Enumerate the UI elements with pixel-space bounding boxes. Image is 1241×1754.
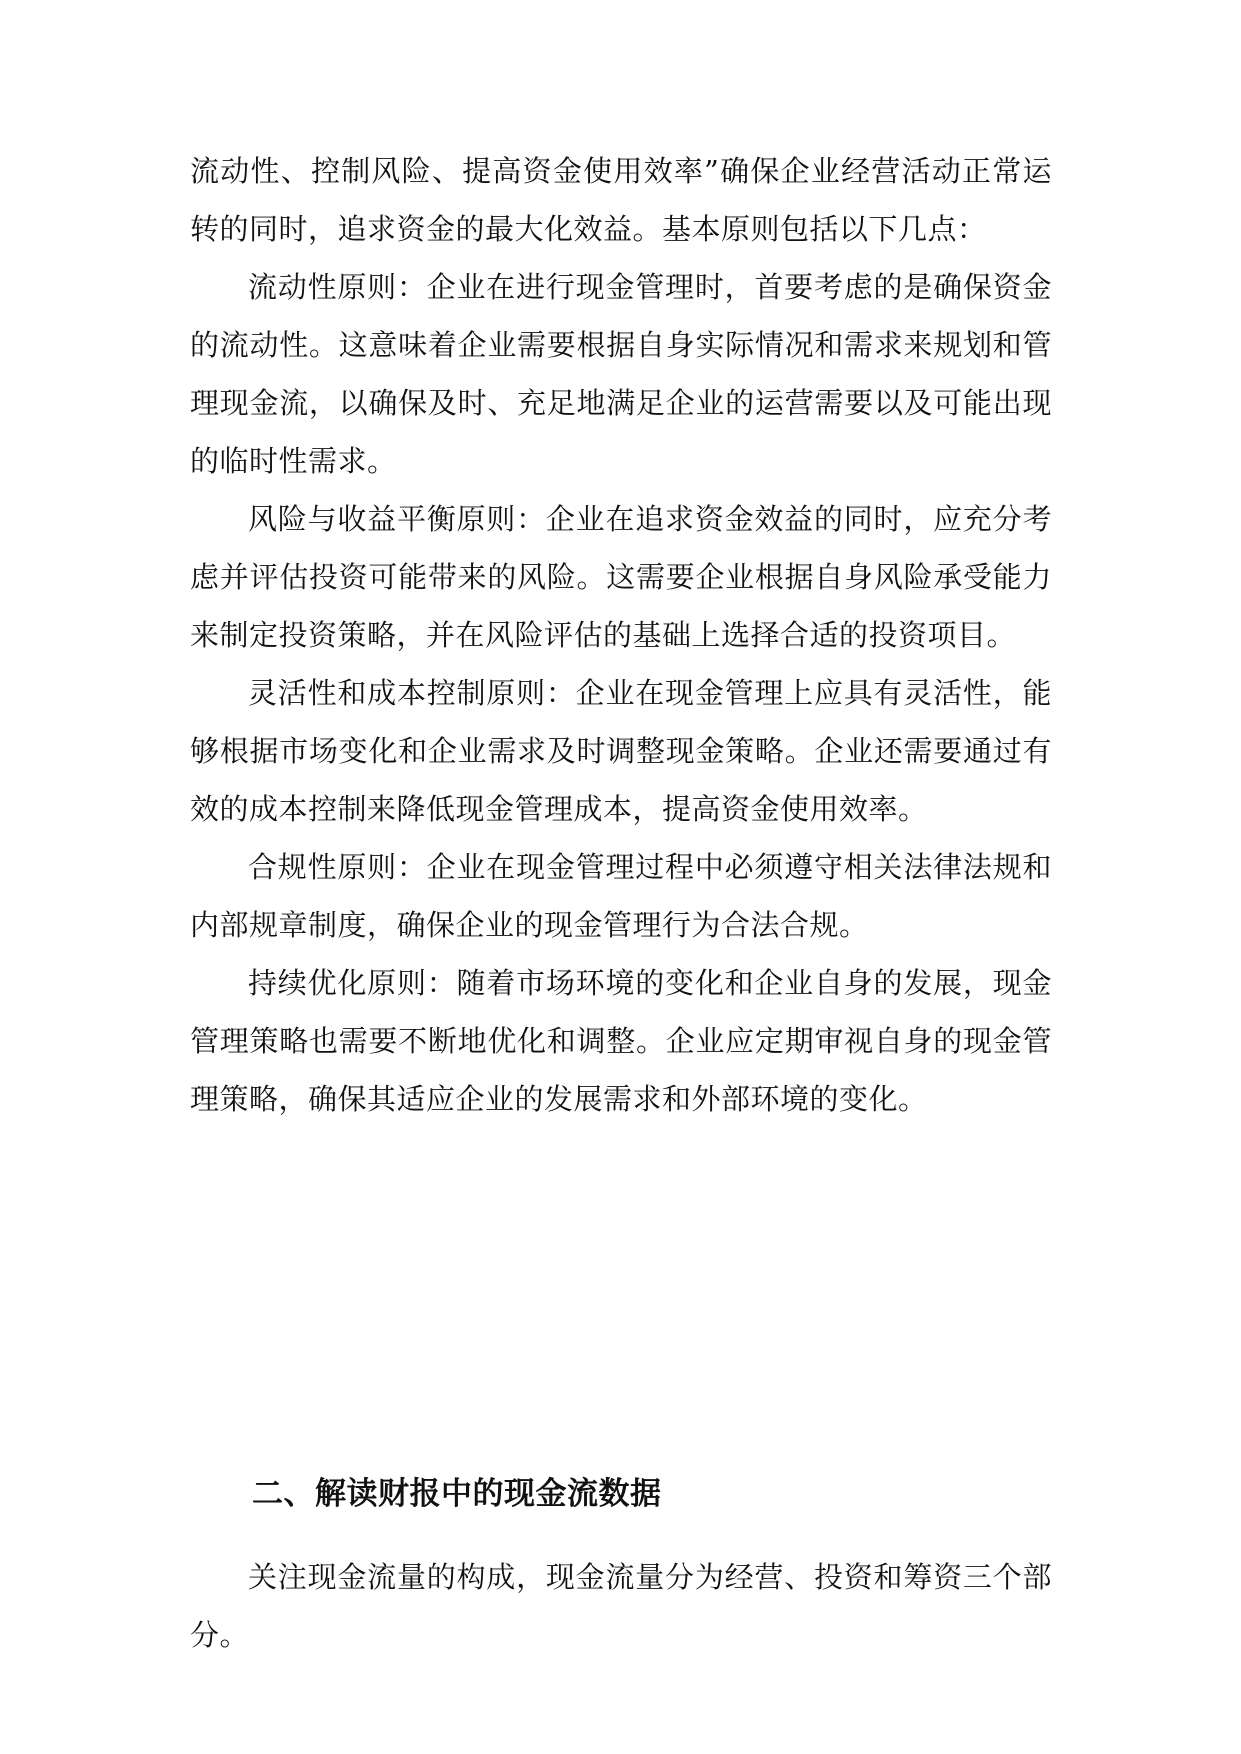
paragraph-cashflow-composition: 关注现金流量的构成，现金流量分为经营、投资和筹资三个部分。	[190, 1560, 1052, 1652]
section-body	[190, 1548, 1052, 1664]
paragraph-intro: 流动性、控制风险、提高资金使用效率”确保企业经营活动正常运转的同时，追求资金的最大化效益。基本原则包括以下几点：	[190, 154, 1052, 246]
paragraph-flexibility-cost-principle: 灵活性和成本控制原则：企业在现金管理上应具有灵活性，能够根据市场变化和企业需求及时调整现金策略。企业还需要通过有效的成本控制来降低现金管理成本，提高资金使用效率。	[190, 676, 1052, 826]
paragraph-liquidity-principle: 流动性原则：企业在进行现金管理时，首要考虑的是确保资金的流动性。这意味着企业需要根据自身实际情况和需求来规划和管理现金流，以确保及时、充足地满足企业的运营需要以及可能出现的临时性需求。	[190, 270, 1052, 478]
section-heading: 二、解读财报中的现金流数据	[252, 1476, 662, 1512]
paragraph-optimization-principle: 持续优化原则：随着市场环境的变化和企业自身的发展，现金管理策略也需要不断地优化和调整。企业应定期审视自身的现金管理策略，确保其适应企业的发展需求和外部环境的变化。	[190, 966, 1052, 1116]
body-text	[190, 142, 1052, 1128]
paragraph-compliance-principle: 合规性原则：企业在现金管理过程中必须遵守相关法律法规和内部规章制度，确保企业的现金管理行为合法合规。	[190, 850, 1052, 942]
paragraph-risk-return-principle: 风险与收益平衡原则：企业在追求资金效益的同时，应充分考虑并评估投资可能带来的风险。这需要企业根据自身风险承受能力来制定投资策略，并在风险评估的基础上选择合适的投资项目。	[190, 502, 1052, 652]
